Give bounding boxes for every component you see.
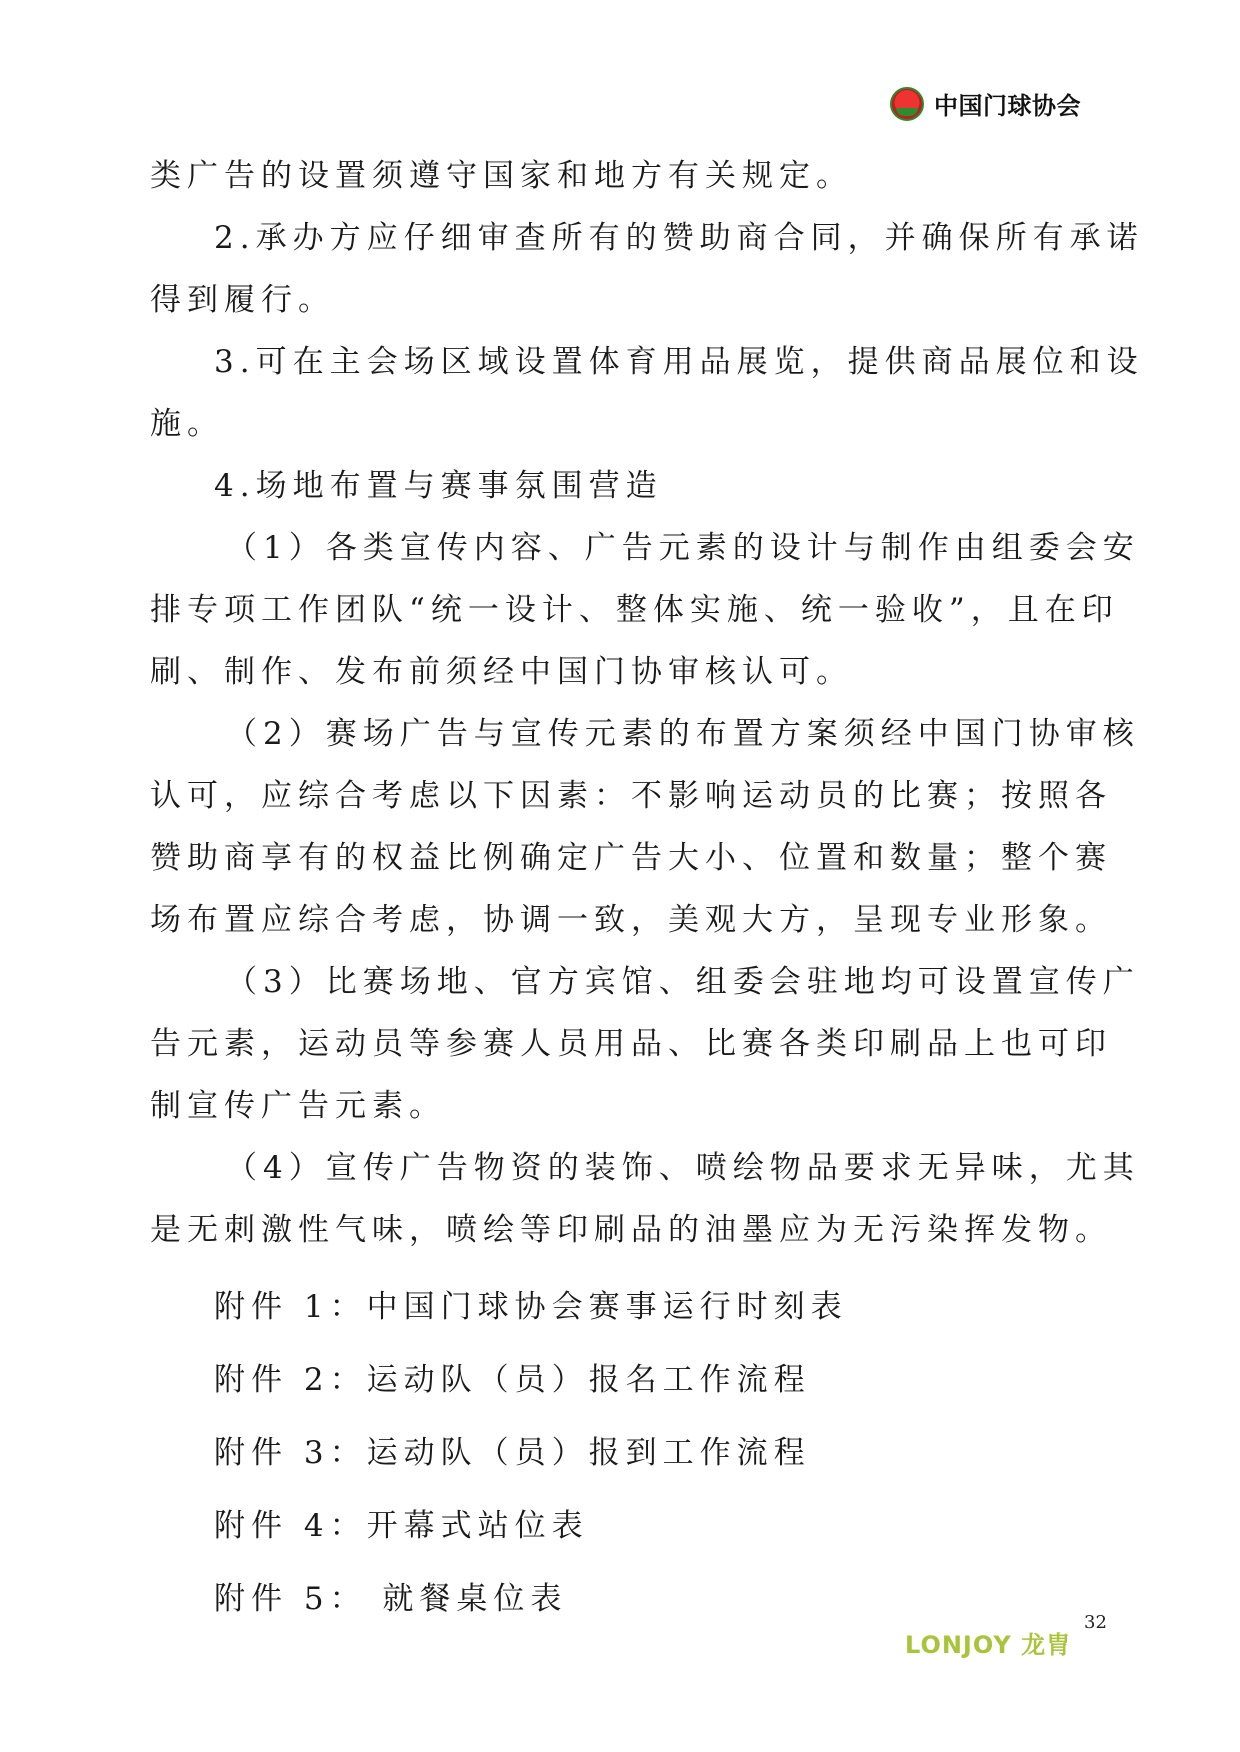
paragraph-line: 排专项工作团队“统一设计、整体实施、统一验收”，且在印 <box>150 592 1119 628</box>
paragraph-line: 类广告的设置须遵守国家和地方有关规定。 <box>150 158 853 194</box>
paragraph-line: 场布置应综合考虑，协调一致，美观大方，呈现专业形象。 <box>150 902 1112 938</box>
attachment-item: 附件 3：运动队（员）报到工作流程 <box>214 1435 811 1471</box>
header-logo <box>890 86 1081 121</box>
paragraph-line: 是无刺激性气味，喷绘等印刷品的油墨应为无污染挥发物。 <box>150 1212 1112 1248</box>
paragraph-line: 施。 <box>150 406 224 442</box>
paragraph-line: （3）比赛场地、官方宾馆、组委会驻地均可设置宣传广 <box>226 964 1140 1000</box>
gateball-emblem-icon <box>890 87 924 121</box>
attachment-list <box>150 1271 1045 1636</box>
paragraph-line: （1）各类宣传内容、广告元素的设计与制作由组委会安 <box>226 530 1140 566</box>
paragraph-line: 3.可在主会场区域设置体育用品展览，提供商品展位和设 <box>214 344 1144 380</box>
page-number: 32 <box>1084 1612 1107 1633</box>
paragraph-line: 2.承办方应仔细审查所有的赞助商合同，并确保所有承诺 <box>214 220 1144 256</box>
attachment-item: 附件 4：开幕式站位表 <box>214 1508 589 1544</box>
attachment-item: 附件 5： 就餐桌位表 <box>214 1581 568 1617</box>
section-heading: 4.场地布置与赛事氛围营造 <box>214 468 663 504</box>
paragraph-line: （2）赛场广告与宣传元素的布置方案须经中国门协审核 <box>226 716 1140 752</box>
paragraph-line: 刷、制作、发布前须经中国门协审核认可。 <box>150 654 853 690</box>
org-name: 中国门球协会 <box>934 92 1081 120</box>
paragraph-line: 得到履行。 <box>150 282 335 318</box>
paragraph-line: 认可，应综合考虑以下因素：不影响运动员的比赛；按照各 <box>150 778 1112 814</box>
paragraph-line: 赞助商享有的权益比例确定广告大小、位置和数量；整个赛 <box>150 840 1112 876</box>
paragraph-line: 制宣传广告元素。 <box>150 1088 446 1124</box>
attachment-item: 附件 1：中国门球协会赛事运行时刻表 <box>214 1289 848 1325</box>
attachment-item: 附件 2：运动队（员）报名工作流程 <box>214 1362 811 1398</box>
paragraph-line: （4）宣传广告物资的装饰、喷绘物品要求无异味，尤其 <box>226 1150 1140 1186</box>
paragraph-line: 告元素，运动员等参赛人员用品、比赛各类印刷品上也可印 <box>150 1026 1112 1062</box>
footer-brand-logo: LONJOY 龙胄 <box>905 1631 1072 1659</box>
